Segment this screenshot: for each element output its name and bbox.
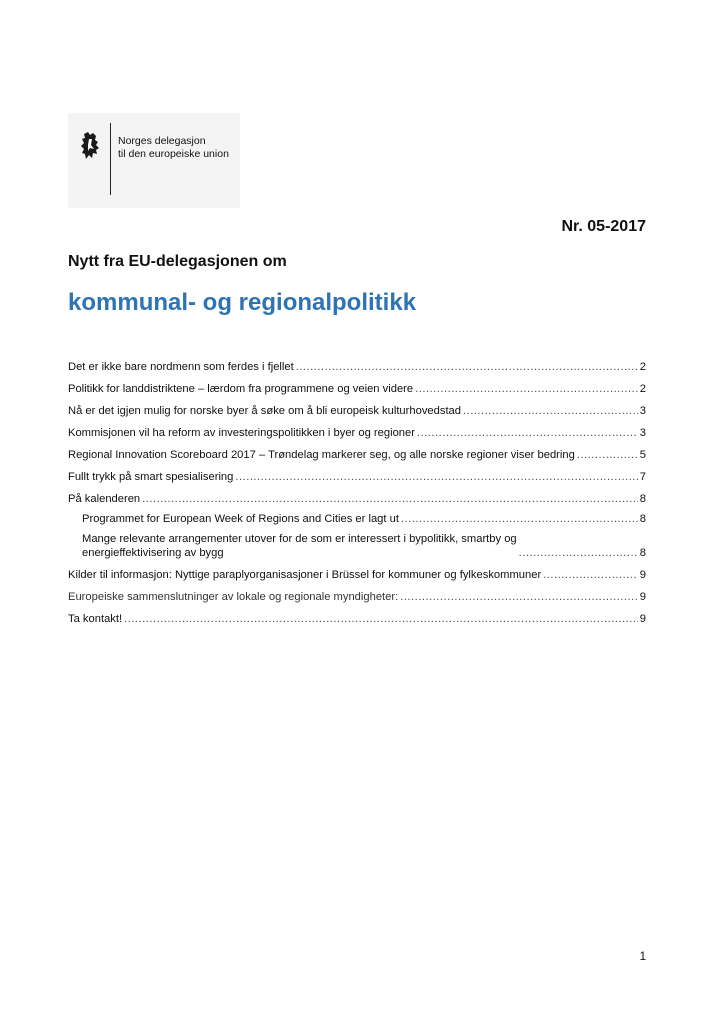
toc-entry-page: 3 [639,427,646,439]
page-number: 1 [639,951,646,963]
toc-entry-page: 7 [639,471,646,483]
toc-entry-page: 8 [639,513,646,525]
toc-entry-title: Regional Innovation Scoreboard 2017 – Trøndelag markerer seg, og alle norske regioner viser bedring [68,449,575,461]
toc-entry[interactable] [68,448,646,462]
toc-leader [400,590,638,604]
toc-entry-title: Politikk for landdistriktene – lærdom fra programmene og veien videre [68,383,414,395]
toc-entry[interactable] [68,360,646,374]
toc-entry-page: 5 [639,449,646,461]
toc-entry-page: 9 [639,613,646,625]
logo-line-2: til den europeiske union [118,148,229,160]
toc-entry[interactable] [68,404,646,418]
toc-entry-title: Ta kontakt! [68,613,123,625]
toc-leader [463,404,638,418]
toc-subentry[interactable] [68,512,646,526]
toc-leader [543,568,638,582]
toc-entry[interactable] [68,590,646,604]
toc-entry[interactable] [68,382,646,396]
delegation-logo [68,113,240,208]
toc-entry-title: På kalenderen [68,493,141,505]
toc-entry-title-line-1: Mange relevante arrangementer utover for de som er interessert i bypolitikk, smartby og [82,533,517,545]
toc-leader [519,546,638,560]
toc-entry[interactable] [68,568,646,582]
toc-leader [235,470,637,484]
toc-entry[interactable] [68,492,646,506]
toc-leader [142,492,638,506]
toc-entry-page: 9 [639,569,646,581]
norwegian-lion-icon [80,131,102,161]
logo-line-1: Norges delegasjon [118,135,206,147]
toc-entry-page: 2 [639,383,646,395]
logo-text [118,135,229,161]
toc-subentry[interactable] [68,532,646,560]
toc-entry-page: 2 [639,361,646,373]
toc-entry-page: 8 [639,493,646,505]
toc-entry-title: Nå er det igjen mulig for norske byer å søke om å bli europeisk kulturhovedstad [68,405,461,417]
toc-leader [417,426,638,440]
toc-entry[interactable] [68,426,646,440]
issue-number: Nr. 05-2017 [561,218,646,235]
toc-entry-title: Kilder til informasjon: Nyttige paraplyorganisasjoner i Brüssel for kommuner og fylkeskommuner [68,569,542,581]
toc-entry[interactable] [68,612,646,626]
toc-entry-title: Det er ikke bare nordmenn som ferdes i fjellet [68,361,294,373]
toc-leader [124,612,638,626]
toc-entry-page: 9 [639,591,646,603]
toc-entry-title: Programmet for European Week of Regions and Cities er lagt ut [82,513,399,525]
subtitle: Nytt fra EU-delegasjonen om [68,253,287,270]
toc-leader [401,512,638,526]
toc-entry-title: Kommisjonen vil ha reform av investeringspolitikken i byer og regioner [68,427,415,439]
toc-entry-page: 8 [639,547,646,559]
logo-divider [110,123,111,195]
table-of-contents [68,360,646,626]
toc-entry-title-line-2: energieffektivisering av bygg [82,547,224,559]
toc-entry-page: 3 [639,405,646,417]
toc-entry[interactable] [68,470,646,484]
toc-entry-title: Europeiske sammenslutninger av lokale og regionale myndigheter: [68,591,399,603]
toc-leader [577,448,638,462]
headline: kommunal- og regionalpolitikk [68,289,417,316]
toc-leader [415,382,638,396]
toc-entry-title: Fullt trykk på smart spesialisering [68,471,234,483]
toc-entry-title-wrapped [82,532,517,560]
toc-leader [296,360,638,374]
